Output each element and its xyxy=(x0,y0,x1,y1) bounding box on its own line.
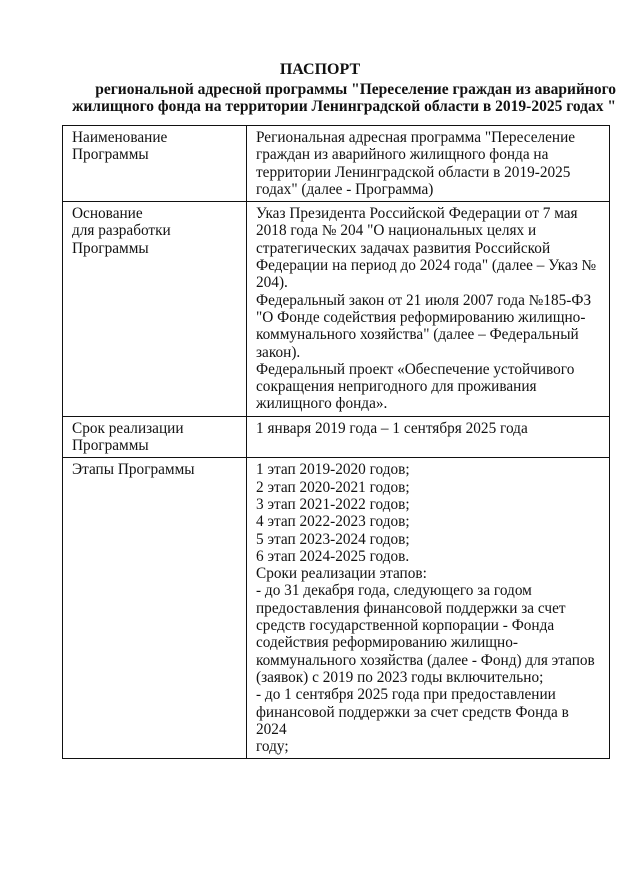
subtitle-line: региональной адресной программы "Переселение граждан из аварийного xyxy=(95,81,616,98)
table-row-basis xyxy=(63,202,610,417)
value-line: "О Фонде содействия реформированию жилищно- xyxy=(256,308,586,326)
label-line: Программы xyxy=(72,146,149,164)
value-line: 2018 года № 204 "О национальных целях и xyxy=(256,222,537,240)
table-row-period xyxy=(63,416,610,458)
row-label xyxy=(63,416,247,458)
value-line: - до 1 сентября 2025 года при предоставлении xyxy=(256,686,556,704)
value-line: 1 января 2019 года – 1 сентября 2025 года xyxy=(256,419,528,437)
label-line: Наименование xyxy=(72,129,168,146)
label-line: Этапы Программы xyxy=(72,461,195,479)
value-line: коммунального хозяйства" (далее – Федеральный xyxy=(256,326,579,344)
table-row-program-name xyxy=(63,126,610,202)
value-line: 3 этап 2021-2022 годов; xyxy=(256,495,410,513)
label-line: для разработки xyxy=(72,222,171,240)
value-line: - до 31 декабря года, следующего за годом xyxy=(256,582,532,600)
value-line: коммунального хозяйства (далее - Фонд) для этапов xyxy=(256,651,595,669)
label-line: Программы xyxy=(72,437,149,455)
value-line: жилищного фонда». xyxy=(256,395,388,413)
value-line: году; xyxy=(256,738,289,756)
value-line: 4 этап 2022-2023 годов; xyxy=(256,513,410,531)
value-line: финансовой поддержки за счет средств Фонда в 2024 xyxy=(256,703,569,738)
value-line: территории Ленинградской области в 2019-2025 xyxy=(256,163,571,181)
label-line: Программы xyxy=(72,239,149,257)
value-line: 204). xyxy=(256,274,288,292)
row-value xyxy=(247,458,610,759)
row-value xyxy=(247,126,610,202)
value-line: закон). xyxy=(256,343,301,361)
value-line: годах" (далее - Программа) xyxy=(256,180,434,198)
value-line: Указ Президента Российской Федерации от 7 мая xyxy=(256,205,578,223)
value-line: Федеральный закон от 21 июля 2007 года №185-ФЗ xyxy=(256,291,592,309)
table-row-stages xyxy=(63,458,610,759)
row-value xyxy=(247,202,610,417)
label-line: Срок реализации xyxy=(72,419,184,437)
value-line: граждан из аварийного жилищного фонда на xyxy=(256,146,549,164)
value-line: средств государственной корпорации - Фонда xyxy=(256,617,555,635)
value-line: Федерации на период до 2024 года" (далее – Указ № xyxy=(256,257,597,275)
value-line: содействия реформированию жилищно- xyxy=(256,634,518,652)
row-label xyxy=(63,458,247,759)
passport-table xyxy=(62,125,610,759)
value-line: (заявок) с 2019 по 2023 годы включительно; xyxy=(256,668,544,686)
value-line: 5 этап 2023-2024 годов; xyxy=(256,530,410,548)
value-line: Региональная адресная программа "Переселение xyxy=(256,129,576,146)
value-line: сокращения непригодного для проживания xyxy=(256,378,537,396)
value-line: 6 этап 2024-2025 годов. xyxy=(256,547,410,565)
value-line: стратегических задачах развития Российской xyxy=(256,239,551,257)
label-line: Основание xyxy=(72,205,143,223)
value-line: 2 этап 2020-2021 годов; xyxy=(256,478,410,496)
value-line: Сроки реализации этапов: xyxy=(256,565,427,583)
row-label xyxy=(63,126,247,202)
value-line: 1 этап 2019-2020 годов; xyxy=(256,461,410,479)
document-subtitle xyxy=(70,81,616,115)
row-label xyxy=(63,202,247,417)
value-line: предоставления финансовой поддержки за счет xyxy=(256,599,566,617)
subtitle-line: жилищного фонда на территории Ленинградской области в 2019-2025 годах " xyxy=(72,98,616,115)
row-value xyxy=(247,416,610,458)
document-title: ПАСПОРТ xyxy=(279,61,361,78)
value-line: Федеральный проект «Обеспечение устойчивого xyxy=(256,360,575,378)
